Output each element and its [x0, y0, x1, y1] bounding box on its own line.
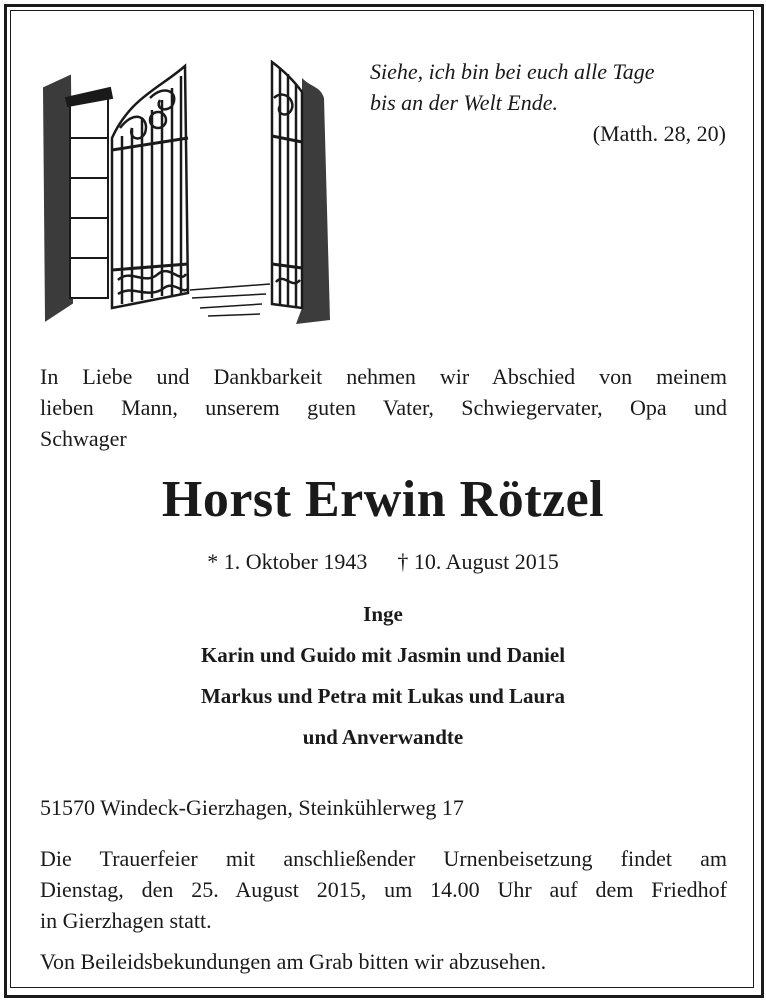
ceremony-info [40, 843, 727, 936]
family-member: Karin und Guido mit Jasmin und Daniel [200, 643, 566, 667]
intro-paragraph [40, 361, 727, 454]
family-member: und Anverwandte [302, 725, 464, 749]
condolence-note: Von Beileidsbekundungen am Grab bitten wir abzusehen. [40, 949, 547, 974]
family-member: Markus und Petra mit Lukas und Laura [200, 684, 566, 708]
open-gate-illustration [40, 58, 332, 330]
intro-line-2: lieben Mann, unserem guten Vater, Schwiegervater, Opa und [40, 395, 727, 420]
family-member: Inge [363, 602, 403, 626]
birth-date: * 1. Oktober 1943 [207, 549, 368, 574]
life-dates [0, 549, 766, 575]
ceremony-line-1: Die Trauerfeier mit anschließender Urnenbeisetzung findet am [40, 846, 727, 871]
address: 51570 Windeck-Gierzhagen, Steinkühlerweg 17 [40, 795, 464, 820]
verse-line-1: Siehe, ich bin bei euch alle Tage [370, 59, 655, 84]
verse-reference: (Matth. 28, 20) [592, 121, 726, 146]
verse-line-2: bis an der Welt Ende. [370, 90, 558, 115]
deceased-name: Horst Erwin Rötzel [161, 471, 605, 528]
death-date: † 10. August 2015 [397, 549, 559, 574]
ceremony-line-2: Dienstag, den 25. August 2015, um 14.00 Uhr auf dem Friedhof [40, 877, 727, 902]
intro-line-3: Schwager [40, 426, 127, 451]
bible-verse [370, 56, 726, 149]
intro-line-1: In Liebe und Dankbarkeit nehmen wir Abschied von meinem [40, 364, 727, 389]
family-list [0, 594, 766, 758]
ceremony-line-3: in Gierzhagen statt. [40, 908, 212, 933]
